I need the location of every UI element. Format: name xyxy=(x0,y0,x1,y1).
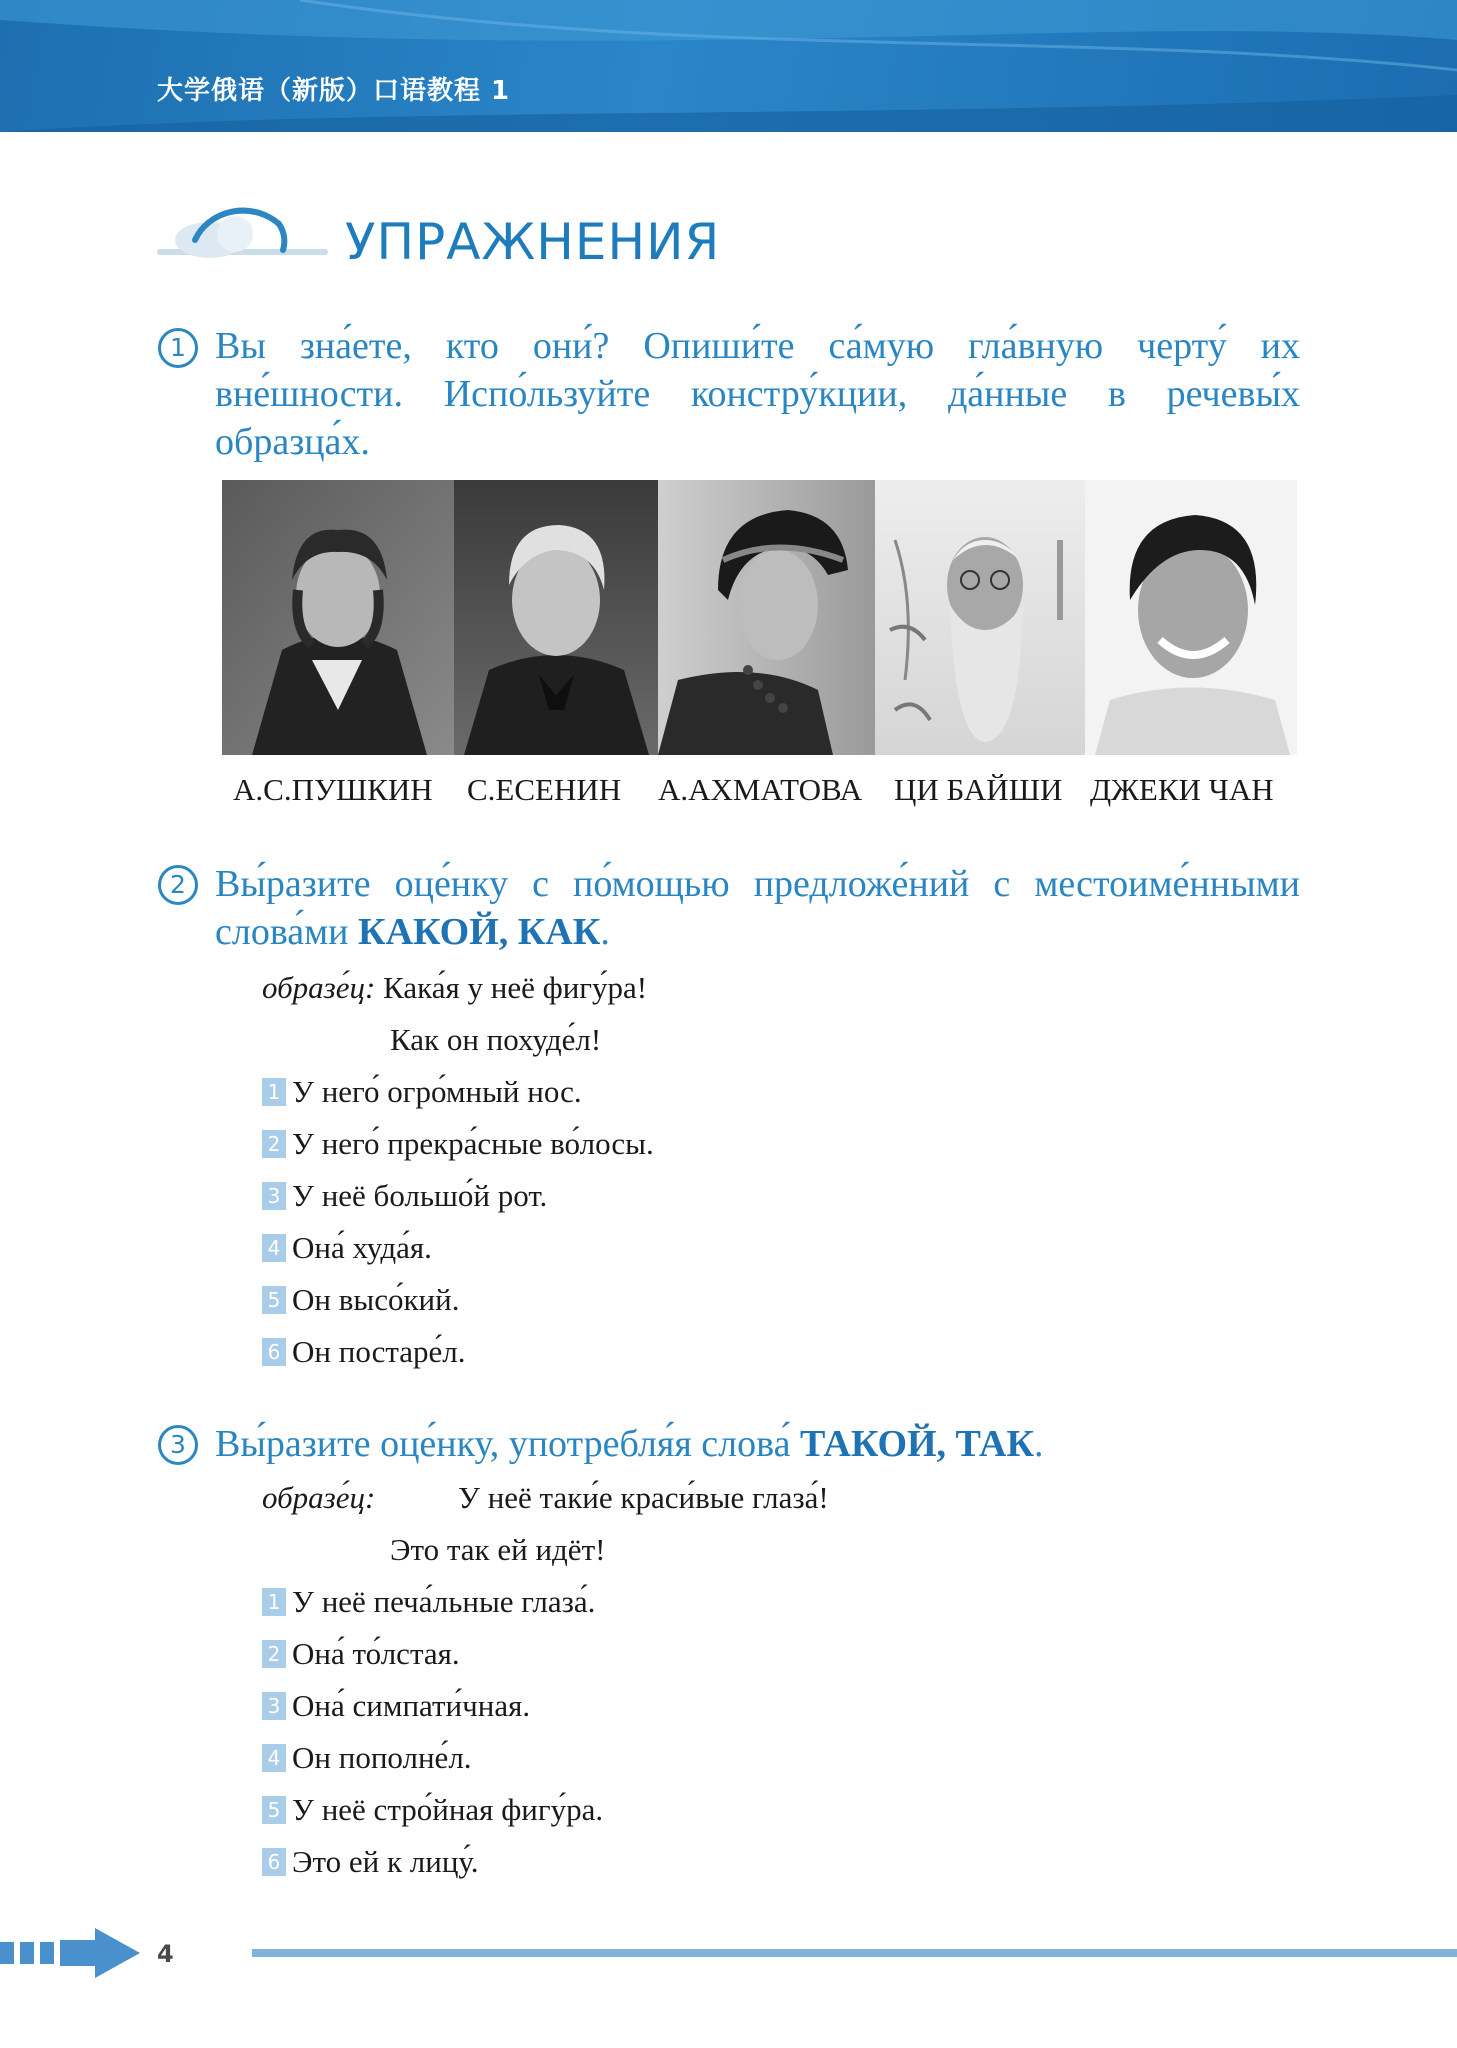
list-item xyxy=(262,1334,466,1368)
list-item xyxy=(262,1688,530,1722)
list-item xyxy=(262,1230,432,1264)
exercise-number: 3 xyxy=(158,1425,198,1465)
book-title: 大学俄语（新版）口语教程 1 xyxy=(157,76,511,106)
instruction-keywords: КАКОЙ, КАК xyxy=(358,911,601,953)
exercise-3-instruction xyxy=(215,1420,1300,1468)
header-band xyxy=(0,0,1457,132)
portrait-jackie-chan xyxy=(1085,480,1297,755)
header-wave-decoration xyxy=(0,0,1457,132)
item-text: У него́ огро́мный нос. xyxy=(292,1074,582,1109)
section-heading: УПРАЖНЕНИЯ xyxy=(345,213,721,271)
item-number: 3 xyxy=(262,1182,286,1210)
item-number: 4 xyxy=(262,1234,286,1262)
sample-line-1 xyxy=(262,968,647,1008)
portrait-qi-baishi xyxy=(875,480,1085,755)
caption-qi-baishi: ЦИ БАЙШИ xyxy=(894,772,1063,807)
list-item xyxy=(262,1792,603,1826)
item-number: 2 xyxy=(262,1130,286,1158)
item-number: 4 xyxy=(262,1744,286,1772)
page-number: 4 xyxy=(157,1940,174,1968)
item-text: У неё большо́й рот. xyxy=(292,1178,548,1213)
exercise-2-instruction xyxy=(215,860,1300,956)
portrait-esenin xyxy=(454,480,658,755)
exercise-1-instruction: Вы зна́ете, кто они́? Опиши́те са́мую гла́вную черту́ их вне́шности. Испо́льзуйте констру́кции, да́нные в речевы́х образца́х. xyxy=(215,325,1300,463)
item-text: У неё стро́йная фигу́ра. xyxy=(292,1792,604,1827)
list-item xyxy=(262,1844,479,1878)
item-number: 3 xyxy=(262,1692,286,1720)
item-text: У неё печа́льные глаза́. xyxy=(292,1584,596,1619)
item-text: Это ей к лицу́. xyxy=(292,1844,479,1879)
item-text: Он высо́кий. xyxy=(292,1282,460,1317)
item-text: Она́ то́лстая. xyxy=(292,1636,460,1671)
instruction-end: . xyxy=(600,911,610,953)
sample-text: У неё таки́е краси́вые глаза́! xyxy=(458,1480,829,1515)
list-item xyxy=(262,1584,595,1618)
page-arrow-icon xyxy=(0,1925,145,1981)
instruction-end: . xyxy=(1034,1423,1044,1465)
sample-label: образе́ц: xyxy=(262,970,376,1005)
sample-line-2: Это так ей идёт! xyxy=(390,1532,606,1567)
caption-jackie-chan: ДЖЕКИ ЧАН xyxy=(1090,772,1274,807)
portrait-akhmatova xyxy=(658,480,875,755)
list-item xyxy=(262,1636,460,1670)
portrait-pushkin xyxy=(222,480,454,755)
instruction-text: Вы́разите оце́нку с по́мощью предложе́ний с местоиме́нными слова́ми xyxy=(215,863,1300,953)
list-item xyxy=(262,1074,582,1108)
footer-divider xyxy=(252,1949,1457,1957)
item-number: 5 xyxy=(262,1286,286,1314)
sample-line-1 xyxy=(262,1478,375,1518)
item-number: 2 xyxy=(262,1640,286,1668)
list-item xyxy=(262,1178,547,1212)
portrait-strip xyxy=(222,480,1297,755)
item-text: Она́ худа́я. xyxy=(292,1230,432,1265)
sample-line-2: Как он похуде́л! xyxy=(390,1022,602,1057)
item-text: Он пополне́л. xyxy=(292,1740,472,1775)
exercise-number: 2 xyxy=(158,865,198,905)
item-text: У него́ прекра́сные во́лосы. xyxy=(292,1126,654,1161)
item-number: 5 xyxy=(262,1796,286,1824)
sample-text: Кака́я у неё фигу́ра! xyxy=(383,970,648,1005)
item-number: 1 xyxy=(262,1588,286,1616)
item-number: 6 xyxy=(262,1338,286,1366)
sample-label: образе́ц: xyxy=(262,1480,376,1515)
exercise-number: 1 xyxy=(158,328,198,368)
item-number: 6 xyxy=(262,1848,286,1876)
instruction-text: Вы́разите оце́нку, употребля́я слова́ xyxy=(215,1423,800,1465)
caption-esenin: С.ЕСЕНИН xyxy=(467,772,622,807)
caption-akhmatova: А.АХМАТОВА xyxy=(658,772,863,807)
item-text: Она́ симпати́чная. xyxy=(292,1688,531,1723)
list-item xyxy=(262,1126,654,1160)
instruction-keywords: ТАКОЙ, ТАК xyxy=(799,1423,1035,1465)
item-text: Он постаре́л. xyxy=(292,1334,466,1369)
cloud-arc-icon xyxy=(155,192,335,267)
item-number: 1 xyxy=(262,1078,286,1106)
list-item xyxy=(262,1282,459,1316)
list-item xyxy=(262,1740,472,1774)
caption-pushkin: А.С.ПУШКИН xyxy=(233,772,433,807)
